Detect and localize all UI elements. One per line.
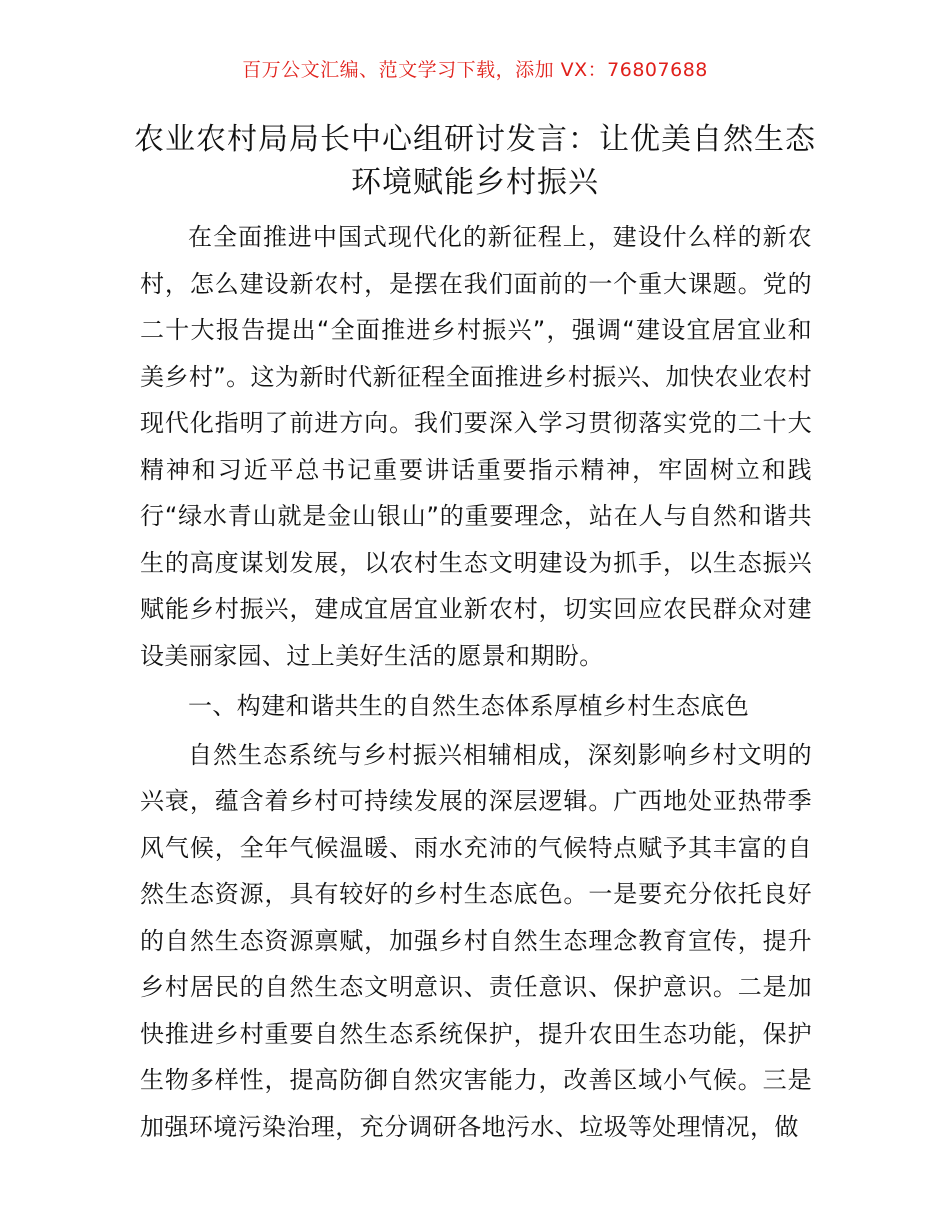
- document-title: 农业农村局局长中心组研讨发言：让优美自然生态环境赋能乡村振兴: [134, 122, 816, 200]
- section-1-paragraph: 自然生态系统与乡村振兴相辅相成，深刻影响乡村文明的兴衰，蕴含着乡村可持续发展的深层逻辑。广西地处亚热带季风气候，全年气候温暖、雨水充沛的气候特点赋予其丰富的自然生态资源，具有较好的乡村生态底色。一是要充分依托良好的自然生态资源禀赋，加强乡村自然生态理念教育宣传，提升乡村居民的自然生态文明意识、责任意识、保护意识。二是加快推进乡村重要自然生态系统保护，提升农田生态功能，保护生物多样性，提高防御自然灾害能力，改善区域小气候。三是加强环境污染治理，充分调研各地污水、垃圾等处理情况，做: [140, 740, 812, 1141]
- promo-banner: 百万公文汇编、范文学习下载，添加 VX：76807688: [242, 59, 708, 81]
- intro-paragraph: 在全面推进中国式现代化的新征程上，建设什么样的新农村，怎么建设新农村，是摆在我们面前的一个重大课题。党的二十大报告提出“全面推进乡村振兴”，强调“建设宜居宜业和美乡村”。这为新时代新征程全面推进乡村振兴、加快农业农村现代化指明了前进方向。我们要深入学习贯彻落实党的二十大精神和习近平总书记重要讲话重要指示精神，牢固树立和践行“绿水青山就是金山银山”的重要理念，站在人与自然和谐共生的高度谋划发展，以农村生态文明建设为抓手，以生态振兴赋能乡村振兴，建成宜居宜业新农村，切实回应农民群众对建设美丽家园、过上美好生活的愿景和期盼。: [140, 223, 812, 670]
- section-1-heading: 一、构建和谐共生的自然生态体系厚植乡村生态底色: [188, 692, 750, 720]
- document-body: [140, 214, 812, 1150]
